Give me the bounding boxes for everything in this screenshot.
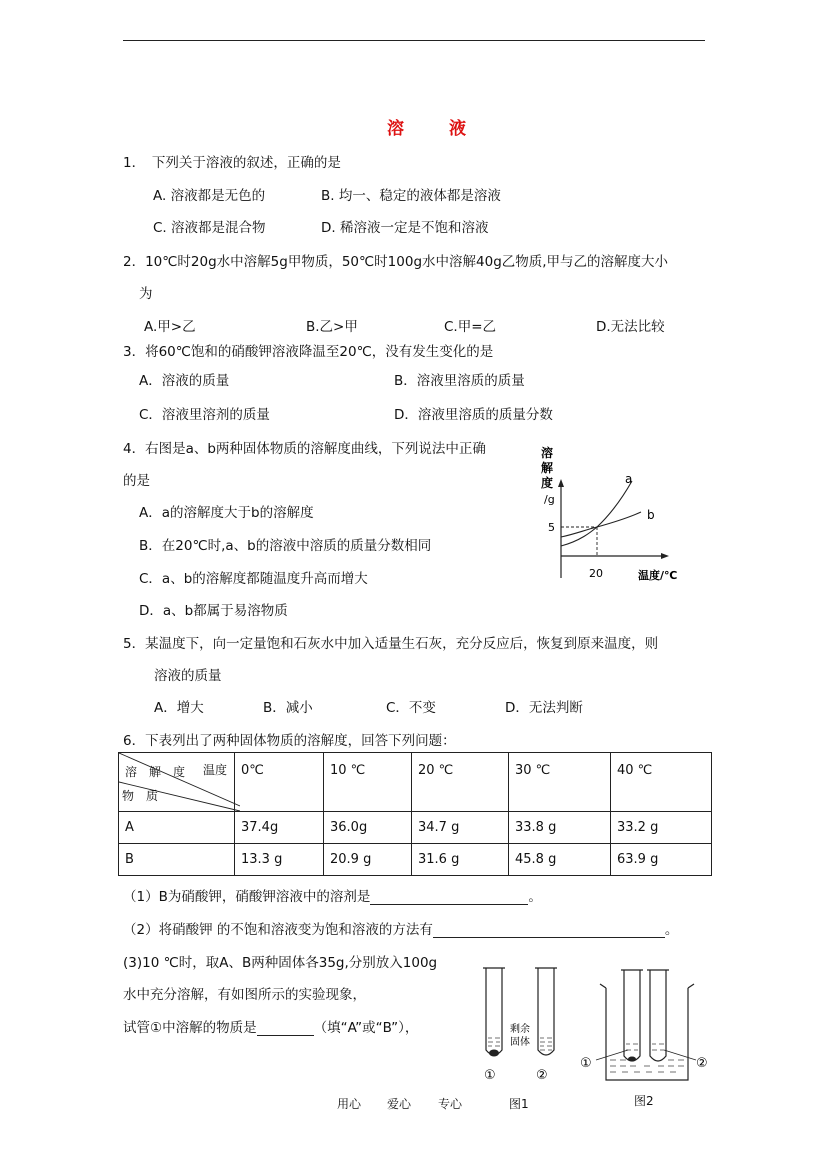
graph-y-tick: 5 [548, 521, 555, 534]
temp-header-1: 10 ℃ [324, 753, 412, 812]
graph-x-tick: 20 [589, 567, 603, 580]
q6-sub1 [123, 885, 542, 905]
cell-b-0: 13.3 g [235, 844, 324, 876]
q4-stem: 4．右图是a、b两种固体物质的溶解度曲线，下列说法中正确 [123, 441, 486, 457]
q5-option-a: A．增大 [154, 700, 204, 716]
q6-sub2-end: 。 [664, 922, 679, 938]
residue-solid [489, 1050, 499, 1057]
q1-option-c: C. 溶液都是混合物 [153, 220, 266, 236]
cell-a-0: 37.4g [235, 812, 324, 844]
q6-sub2-blank[interactable] [433, 923, 665, 938]
fig1-tube2-label: ② [536, 1068, 548, 1083]
q2-stem: 2．10℃时20g水中溶解5g甲物质，50℃时100g水中溶解40g乙物质,甲与乙的溶解度大小 [123, 254, 669, 270]
footer-word-1: 用心 [337, 1097, 362, 1111]
q6-sub1-blank[interactable] [370, 890, 528, 905]
figure-1-test-tubes [476, 966, 576, 1086]
q2-option-d: D.无法比较 [596, 319, 665, 335]
row-name-b: B [119, 844, 235, 876]
q3-stem: 3．将60℃饱和的硝酸钾溶液降温至20℃，没有发生变化的是 [123, 344, 494, 360]
q6-stem: 6．下表列出了两种固体物质的溶解度，回答下列问题： [123, 733, 456, 749]
q2-stem-cont: 为 [139, 286, 153, 302]
q3-option-d: D．溶液里溶质的质量分数 [394, 407, 553, 423]
corner-label-solubility: 溶 解 度 [125, 765, 186, 779]
q5-option-c: C．不变 [386, 700, 436, 716]
q6-sub1-text: （1）B为硝酸钾，硝酸钾溶液中的溶剂是 [123, 889, 371, 905]
temp-header-3: 30 ℃ [509, 753, 611, 812]
footer-word-2: 爱心 [387, 1097, 412, 1111]
cell-b-1: 20.9 g [324, 844, 412, 876]
temp-header-0: 0℃ [235, 753, 324, 812]
table-corner-cell [119, 753, 235, 812]
q2-option-b: B.乙>甲 [306, 319, 358, 335]
temp-header-2: 20 ℃ [412, 753, 509, 812]
curve-a-label: a [625, 472, 633, 486]
solubility-table [118, 752, 712, 876]
header-rule [123, 40, 705, 41]
curve-b [561, 512, 641, 537]
fig2-tube2-label: ② [696, 1056, 708, 1071]
graph-x-arrow [661, 553, 669, 559]
corner-label-substance: 物 质 [122, 789, 159, 803]
q2-option-c: C.甲=乙 [444, 319, 497, 335]
temp-header-4: 40 ℃ [611, 753, 712, 812]
table-header-row [119, 753, 712, 812]
graph-ylabel-3: 度 [541, 476, 554, 490]
beaker-tube-1 [624, 970, 640, 1061]
q6-sub3-line3 [123, 1016, 418, 1036]
q6-sub2-text: （2）将硝酸钾 的不饱和溶液变为饱和溶液的方法有 [123, 922, 433, 938]
residue-label-2: 固体 [510, 1037, 530, 1048]
cell-b-4: 63.9 g [611, 844, 712, 876]
q5-stem: 5．某温度下，向一定量饱和石灰水中加入适量生石灰，充分反应后，恢复到原来温度，则 [123, 636, 659, 652]
q2-option-a: A.甲>乙 [144, 319, 196, 335]
page-title: 溶 液 [387, 119, 480, 139]
q6-sub3-text: 试管①中溶解的物质是 [123, 1020, 257, 1036]
q1-option-b: B. 均一、稳定的液体都是溶液 [321, 188, 501, 204]
table-row [119, 812, 712, 844]
graph-ylabel-2: 解 [541, 461, 554, 475]
corner-label-temp: 温度 [203, 763, 228, 777]
q4-option-c: C．a、b的溶解度都随温度升高而增大 [139, 571, 368, 587]
row-name-a: A [119, 812, 235, 844]
q4-option-b: B．在20℃时,a、b的溶液中溶质的质量分数相同 [139, 538, 432, 554]
q3-option-c: C．溶液里溶剂的质量 [139, 407, 270, 423]
graph-y-unit: /g [544, 493, 555, 506]
q6-sub3-hint: （填“A”或“B”）， [313, 1020, 419, 1036]
q1-option-a: A. 溶液都是无色的 [153, 188, 266, 204]
q6-sub1-end: 。 [528, 889, 542, 905]
fig2-tube1-label: ① [580, 1056, 592, 1071]
curve-b-label: b [647, 508, 655, 522]
figure-1-caption: 图1 [509, 1097, 529, 1111]
q6-sub2 [123, 918, 678, 938]
q3-option-b: B．溶液里溶质的质量 [394, 373, 525, 389]
q5-stem-cont: 溶液的质量 [154, 668, 222, 684]
graph-x-label: 温度/℃ [638, 569, 678, 582]
q5-option-d: D．无法判断 [505, 700, 583, 716]
q6-sub3-line2: 水中充分溶解，有如图所示的实验现象， [123, 987, 366, 1003]
footer-word-3: 专心 [438, 1097, 463, 1111]
q1-stem: 1． 下列关于溶液的叙述，正确的是 [123, 155, 341, 171]
solubility-graph [535, 443, 695, 588]
cell-b-2: 31.6 g [412, 844, 509, 876]
graph-ylabel-1: 溶 [541, 446, 554, 460]
figure-2-beaker [578, 964, 718, 1089]
figure-2-caption: 图2 [634, 1094, 654, 1108]
q4-stem-cont: 的是 [123, 473, 150, 489]
q1-option-d: D. 稀溶液一定是不饱和溶液 [321, 220, 489, 236]
q3-option-a: A．溶液的质量 [139, 373, 230, 389]
cell-a-2: 34.7 g [412, 812, 509, 844]
curve-a [561, 481, 632, 546]
residue-label-1: 剩余 [510, 1024, 530, 1035]
q6-sub3-line1: (3)10 ℃时，取A、B两种固体各35g,分别放入100g [123, 955, 438, 971]
q6-sub3-blank[interactable] [257, 1021, 314, 1036]
graph-y-arrow [558, 479, 564, 487]
cell-a-1: 36.0g [324, 812, 412, 844]
cell-a-3: 33.8 g [509, 812, 611, 844]
q4-option-d: D．a、b都属于易溶物质 [139, 603, 288, 619]
table-row [119, 844, 712, 876]
q4-option-a: A．a的溶解度大于b的溶解度 [139, 505, 314, 521]
fig1-tube1-label: ① [484, 1068, 496, 1083]
beaker-tube-2 [650, 970, 666, 1061]
q5-option-b: B．减小 [263, 700, 313, 716]
cell-a-4: 33.2 g [611, 812, 712, 844]
cell-b-3: 45.8 g [509, 844, 611, 876]
